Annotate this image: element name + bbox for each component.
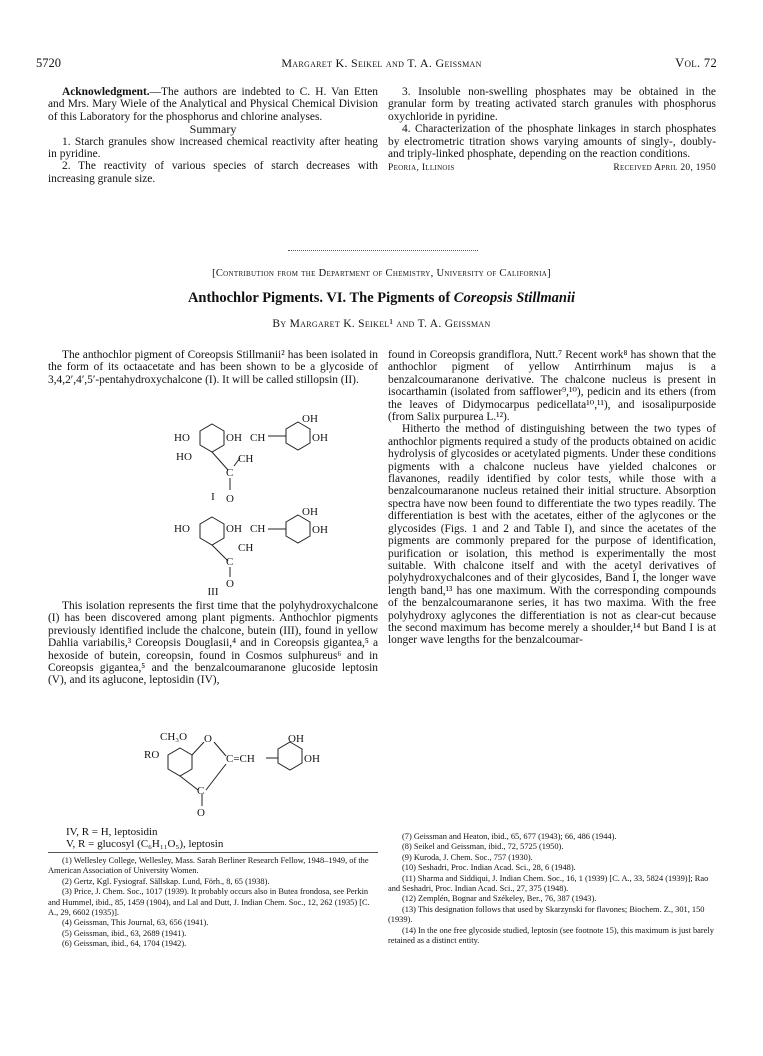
received-date: Received April 20, 1950 <box>613 163 716 174</box>
contribution-line: [Contribution from the Department of Chemistry, University of California] <box>212 268 551 279</box>
article-separator <box>288 250 478 251</box>
s1-oh2: OH <box>302 413 318 425</box>
s4-obot: O <box>197 807 205 818</box>
running-head-authors: Margaret K. Seikel and T. A. Geissman <box>281 56 482 70</box>
footnotes-right <box>388 832 716 946</box>
prev-right-column <box>388 86 716 175</box>
footnotes-left <box>48 856 378 950</box>
footnote-6: (6) Geissman, ibid., 64, 1704 (1942). <box>62 939 187 949</box>
volume-number: Vol. 72 <box>675 56 717 70</box>
page-number: 5720 <box>36 56 61 70</box>
footnote-8: (8) Seikel and Geissman, ibid., 72, 5725 (1950). <box>402 842 564 852</box>
s1-ho2: HO <box>176 451 192 463</box>
title-main: Anthochlor Pigments. VI. The Pigments of <box>187 290 454 306</box>
article-left-column <box>48 349 378 386</box>
structure-legend <box>66 826 366 850</box>
paragraph-2: This isolation represents the first time that the polyhydroxychalcone (I) has been discovered among plant pigments. Anthochlor pigments previously identified include the chalcone, butein (III), found in yellow Dahlia variabilis,³ Coreopsis Douglasii,⁴ and in Coreopsis gigantea,⁵ a hexoside of butein, coreopsin, found in Cosmos sulphureus⁶ and in Coreopsis gigantea,⁵ and the benzalcoumaranone glucoside leptosin (V), and its aglucone, leptosidin (IV), <box>48 600 378 687</box>
s3-oh1: OH <box>226 523 242 535</box>
s1-oh1: OH <box>226 432 242 444</box>
structure-III-diagram <box>170 503 350 589</box>
structure-I-label: I <box>211 491 215 503</box>
ring-a <box>200 517 224 545</box>
s4-ro: RO <box>144 749 160 761</box>
legend-v: V, R = glucosyl (C₆H₁₁O₅), leptosin <box>66 838 224 850</box>
title-italic: Coreopsis Stillmanii <box>453 290 576 306</box>
s4-c: C <box>197 785 205 797</box>
summary-item-3: 3. Insoluble non-swelling phosphates may be obtained in the granular form by treating activated starch granules with phosphorus oxychloride in pyridine. <box>388 86 716 123</box>
location: Peoria, Illinois <box>388 163 455 174</box>
s3-ch: CH <box>250 523 266 535</box>
ack-heading: Acknowledgment. <box>62 86 150 98</box>
s4-o: O <box>204 733 212 745</box>
footnote-10: (10) Seshadri, Proc. Indian Acad. Sci., 28, 6 (1948). <box>402 863 576 873</box>
s3-ho1: HO <box>174 523 190 535</box>
footnote-3: (3) Price, J. Chem. Soc., 1017 (1939). It probably occurs also in Butea frondosa, see Perkin and Hummel, ibid., 85, 1459 (1904), and Lal and Dutt, J. Indian Chem. Soc., 12, 262 (1935) [C. A., 29, 6602 (1935)]. <box>48 887 370 918</box>
bond-c-c <box>206 764 226 790</box>
footnote-12: (12) Zemplén, Bognar and Székeley, Ber., 76, 387 (1943). <box>402 894 597 904</box>
s1-ch: CH <box>250 432 266 444</box>
s4-ch3o: CH₃O <box>160 731 188 743</box>
article-title <box>0 290 763 307</box>
s4-oh1: OH <box>288 733 304 745</box>
bond-ring-c <box>180 776 198 790</box>
byline: By Margaret K. Seikel¹ and T. A. Geissman <box>272 318 491 330</box>
ring-a <box>168 748 192 776</box>
s3-c: C <box>226 556 234 568</box>
summary-heading: Summary <box>189 122 237 137</box>
ring-a <box>200 424 224 452</box>
s4-cch: C=CH <box>226 753 255 765</box>
footnote-1: (1) Wellesley College, Wellesley, Mass. Sarah Berliner Research Fellow, 1948–1949, of the American Association of University Women. <box>48 856 369 876</box>
ring-b <box>278 742 302 770</box>
footnote-13: (13) This designation follows that used by Skarzynski for flavones; Biochem. Z., 301, 150 (1939). <box>388 904 705 925</box>
article-right-column <box>388 349 716 647</box>
s3-oh3: OH <box>312 524 328 536</box>
footnote-14: (14) In the one free glycoside studied, leptosin (see footnote 15), this maximum is just barely retained as a distinct entity. <box>388 925 714 946</box>
bond-ring-o <box>192 742 204 755</box>
s1-ch2: CH <box>238 453 254 465</box>
article-left-column-cont <box>48 600 378 687</box>
ack-text: —The authors are indebted to C. H. Van Etten and Mrs. Mary Wiele of the Analytical and Physical Chemical Division of this Laboratory for the phosphorus and chlorine analyses. <box>48 86 378 123</box>
prev-left-column <box>48 86 378 185</box>
s1-ho1: HO <box>174 432 190 444</box>
received-line <box>388 162 716 174</box>
footnote-4: (4) Geissman, This Journal, 63, 656 (1941). <box>62 918 209 928</box>
intro-paragraph: The anthochlor pigment of Coreopsis Stillmanii² has been isolated in the form of its octaacetate and has been shown to be a glycoside of 3,4,2′,4′,5′-pentahydroxychalcone (I). It will be called stillopsin (II). <box>48 349 378 386</box>
right-paragraph-2: Hitherto the method of distinguishing between the two types of anthochlor pigments required a study of the products obtained on acidic hydrolysis of glycosides or acetylated pigments. Under these conditions pigments with a chalcone nucleus have yielded chalcones or flavanones, readily identified by color tests, while those with a benzalcoumaranone nucleus retained their initial structure. Absorption spectra have now been found to differentiate the two types readily. The differentiation is best with the acetates, either of the aglycones or the glycosides (Figs. 1 and 2 and Table I), and since the acetates of the pigments are commonly prepared for the purpose of identification, purification or isolation, this method is experimentally the most suitable. With chalcone itself and with the acetyl derivatives of polyhydroxychalcones and of their glycosides, Band I, the longer wave length band,¹³ has one maximum. With the corresponding compounds of the benzalcoumaranone series, it has two maxima. With the free polyhydroxy aglycones the differentiation is not as clear-cut because the second maximum has become merely a shoulder,¹⁴ but Band I is at longer wave lengths for the benzalcoumar- <box>388 423 716 647</box>
s1-o: O <box>226 493 234 505</box>
footnote-rule-left <box>48 852 378 853</box>
summary-item-1: 1. Starch granules show increased chemical reactivity after heating in pyridine. <box>48 135 378 161</box>
footnote-11: (11) Sharma and Siddiqui, J. Indian Chem. Soc., 16, 1 (1939) [C. A., 33, 5824 (1939)]; Rao and Seshadri, Proc. Indian Acad. Sci., 27, 375 (1948). <box>388 873 709 894</box>
footnote-7: (7) Geissman and Heaton, ibid., 65, 677 (1943); 66, 486 (1944). <box>402 832 617 841</box>
ring-b <box>286 422 310 450</box>
s1-oh3: OH <box>312 432 328 444</box>
legend-iv: IV, R = H, leptosidin <box>66 826 158 838</box>
right-paragraph-1: found in Coreopsis grandiflora, Nutt.⁷ Recent work⁸ has shown that the anthochlor pigment of yellow Antirrhinum majus is a benzalcoumaranone derivative. The chalcone nucleus is present in isocarthamin (isolated from safflower⁹,¹⁰), pedicin and its ethers (from the leaves of Didymocarpus pedicellata¹⁰,¹¹), and isosalipurposide (from Salix purpurea L.¹²). <box>388 349 716 424</box>
s3-ch2: CH <box>238 542 254 554</box>
summary-item-4: 4. Characterization of the phosphate linkages in starch phosphates by electrometric titration shows varying amounts of singly-, doubly- and triply-linked phosphate, depending on the reaction conditions. <box>388 123 716 161</box>
s3-oh2: OH <box>302 506 318 518</box>
s1-c: C <box>226 467 234 479</box>
s3-o: O <box>226 578 234 589</box>
footnote-9: (9) Kuroda, J. Chem. Soc., 757 (1930). <box>402 852 533 862</box>
s4-oh2: OH <box>304 753 320 765</box>
summary-item-2: 2. The reactivity of various species of starch decreases with increasing granule size. <box>48 160 378 185</box>
structure-IV-V-diagram <box>140 728 340 818</box>
footnote-2: (2) Gertz, Kgl. Fysiograf. Sällskap. Lund, Förh., 8, 65 (1938). <box>62 876 270 886</box>
bond-o-c <box>214 742 226 756</box>
footnote-5: (5) Geissman, ibid., 63, 2689 (1941). <box>62 928 187 938</box>
structure-III-label: III <box>207 586 219 598</box>
ring-b <box>286 515 310 543</box>
